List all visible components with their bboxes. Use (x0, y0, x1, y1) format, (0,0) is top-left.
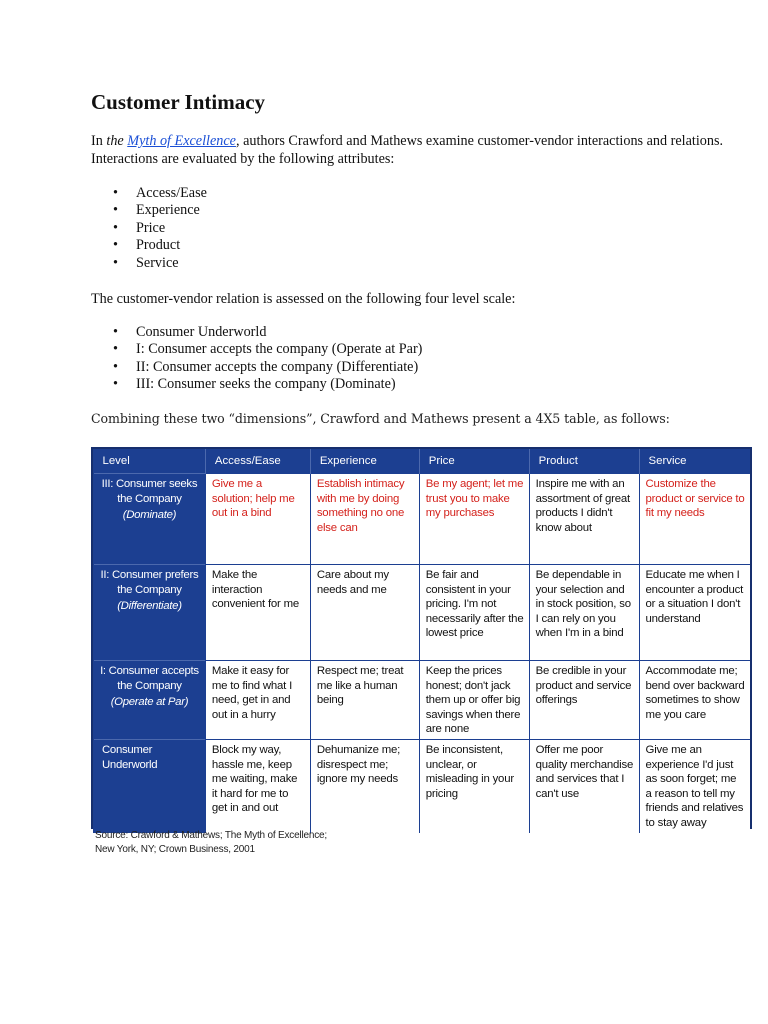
bullet-icon: • (113, 219, 118, 236)
list-item: • Product (113, 237, 181, 254)
bullet-icon: • (113, 202, 118, 219)
myth-of-excellence-link[interactable]: Myth of Excellence (127, 133, 236, 149)
header-experience: Experience (310, 449, 419, 474)
table-row (94, 565, 751, 661)
table-header-row (94, 449, 751, 474)
combine-paragraph: Combining these two “dimensions”, Crawford and Mathews present a 4X5 table, as follows: (91, 411, 670, 426)
bullet-icon: • (113, 358, 118, 375)
table-cell: Offer me poor quality merchandise and services that I can't use (529, 740, 639, 833)
list-item: • Service (113, 254, 179, 271)
intro-paragraph (91, 132, 731, 168)
table-cell: Inspire me with an assortment of great products I didn't know about (529, 474, 639, 565)
table-cell: Block my way, hassle me, keep me waiting, make it hard for me to get in and out (205, 740, 310, 833)
table-cell: Make the interaction convenient for me (205, 565, 310, 661)
scale-intro: The customer-vendor relation is assessed on the following four level scale: (91, 291, 516, 307)
table-grid (93, 449, 750, 833)
table-cell: Give me an experience I'd just as soon forget; me a reason to tell my friends and relatives to stay away (639, 740, 750, 833)
list-item: • Consumer Underworld (113, 324, 267, 340)
level-cell: I: Consumer accepts the Company (Operate at Par) (94, 661, 206, 740)
bullet-icon: • (113, 376, 118, 393)
table-cell: Be dependable in your selection and in stock position, so I can rely on you when I'm in a bind (529, 565, 639, 661)
header-access-ease: Access/Ease (205, 449, 310, 474)
list-item: • I: Consumer accepts the company (Operate at Par) (113, 341, 423, 358)
header-product: Product (529, 449, 639, 474)
table-cell: Give me a solution; help me out in a bind (205, 474, 310, 565)
table-cell: Be inconsistent, unclear, or misleading in your pricing (419, 740, 529, 833)
header-price: Price (419, 449, 529, 474)
table-cell: Dehumanize me; disrespect me; ignore my needs (310, 740, 419, 833)
table-cell: Be fair and consistent in your pricing. I'm not necessarily after the lowest price (419, 565, 529, 661)
list-item: • Access/Ease (113, 185, 207, 201)
customer-intimacy-table (91, 447, 752, 829)
bullet-icon: • (113, 254, 118, 271)
level-cell: Consumer Underworld (94, 740, 206, 833)
bullet-icon: • (113, 185, 118, 201)
table-cell: Care about my needs and me (310, 565, 419, 661)
header-level: Level (94, 449, 206, 474)
header-service: Service (639, 449, 750, 474)
level-cell: III: Consumer seeks the Company (Dominate) (94, 474, 206, 565)
table-cell: Be my agent; let me trust you to make my purchases (419, 474, 529, 565)
intro-suffix: , authors Crawford and Mathews examine customer-vendor interactions and relations. Interactions are evaluated by the following attributes: (91, 133, 724, 167)
table-source-caption: Source: Crawford & Mathews; The Myth of Excellence; New York, NY; Crown Business, 2001 (95, 830, 327, 855)
bullet-icon: • (113, 237, 118, 254)
table-cell: Educate me when I encounter a product or a situation I don't understand (639, 565, 750, 661)
table-cell: Be credible in your product and service offerings (529, 661, 639, 740)
intro-the: the (106, 133, 128, 149)
attributes-list (91, 185, 207, 272)
table-cell: Respect me; treat me like a human being (310, 661, 419, 740)
list-item: • Price (113, 219, 166, 236)
table-row (94, 661, 751, 740)
level-cell: II: Consumer prefers the Company (Differentiate) (94, 565, 206, 661)
list-item: • III: Consumer seeks the company (Dominate) (113, 376, 396, 393)
list-item: • Experience (113, 202, 200, 219)
intro-prefix: In (91, 133, 107, 149)
table-cell: Establish intimacy with me by doing something no one else can (310, 474, 419, 565)
table-cell: Accommodate me; bend over backward sometimes to show me you care (639, 661, 750, 740)
bullet-icon: • (113, 341, 118, 358)
bullet-icon: • (113, 324, 118, 340)
table-row (94, 474, 751, 565)
list-item: • II: Consumer accepts the company (Differentiate) (113, 358, 419, 375)
table-cell: Make it easy for me to find what I need, get in and out in a hurry (205, 661, 310, 740)
scale-list (91, 324, 422, 394)
table-row (94, 740, 751, 833)
table-cell: Customize the product or service to fit my needs (639, 474, 750, 565)
table-cell: Keep the prices honest; don't jack them up or offer big savings when there are none (419, 661, 529, 740)
page-title: Customer Intimacy (91, 90, 266, 114)
